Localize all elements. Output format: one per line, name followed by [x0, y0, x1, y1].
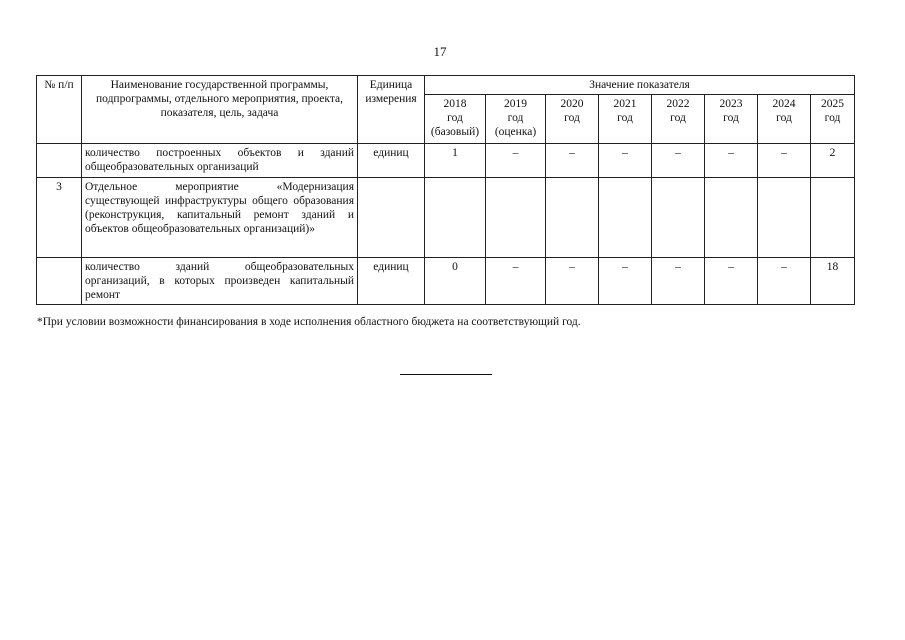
- row-value: [546, 178, 599, 258]
- row-value: 2: [811, 144, 855, 178]
- column-header-year: 2018 год (базовый): [425, 95, 486, 144]
- page-number: 17: [433, 44, 447, 59]
- column-header-year: 2023 год: [705, 95, 758, 144]
- row-value: [599, 178, 652, 258]
- column-header-number: № п/п: [37, 76, 82, 144]
- row-name: количество зданий общеобразовательных организаций, в которых произведен капитальный ремонт: [82, 258, 358, 305]
- column-header-name: Наименование государственной программы, подпрограммы, отдельного мероприятия, проекта, показателя, цель, задача: [82, 76, 358, 144]
- row-value: [811, 178, 855, 258]
- row-value: [652, 178, 705, 258]
- row-name: Отдельное мероприятие «Модернизация существующей инфраструктуры общего образования (реконструкция, капитальный ремонт зданий и объектов общеобразовательных организаций)»: [82, 178, 358, 258]
- row-number: [37, 258, 82, 305]
- row-value: 0: [425, 258, 486, 305]
- row-number: [37, 144, 82, 178]
- row-unit: единиц: [358, 258, 425, 305]
- row-unit: единиц: [358, 144, 425, 178]
- row-value: –: [599, 258, 652, 305]
- column-header-year: 2022 год: [652, 95, 705, 144]
- table-row: [37, 178, 855, 258]
- row-value: –: [758, 144, 811, 178]
- footnote: *При условии возможности финансирования в ходе исполнения областного бюджета на соответствующий год.: [37, 316, 581, 328]
- row-value: 18: [811, 258, 855, 305]
- row-value: –: [652, 144, 705, 178]
- column-header-year: 2020 год: [546, 95, 599, 144]
- column-header-year: 2024 год: [758, 95, 811, 144]
- row-value: [486, 178, 546, 258]
- row-value: –: [486, 144, 546, 178]
- row-number: 3: [37, 178, 82, 258]
- row-value: –: [705, 258, 758, 305]
- column-header-year: 2021 год: [599, 95, 652, 144]
- column-header-year: 2019 год (оценка): [486, 95, 546, 144]
- row-unit: [358, 178, 425, 258]
- row-value: –: [546, 144, 599, 178]
- row-value: –: [599, 144, 652, 178]
- row-value: –: [486, 258, 546, 305]
- row-value: [758, 178, 811, 258]
- indicators-table: [36, 75, 855, 305]
- row-value: [425, 178, 486, 258]
- row-value: –: [652, 258, 705, 305]
- row-value: –: [705, 144, 758, 178]
- row-value: –: [546, 258, 599, 305]
- table-row: [37, 144, 855, 178]
- row-value: [705, 178, 758, 258]
- column-header-year: 2025 год: [811, 95, 855, 144]
- table-row: [37, 258, 855, 305]
- column-header-unit: Единица измерения: [358, 76, 425, 144]
- table-header-row: [37, 76, 855, 95]
- row-name: количество построенных объектов и зданий общеобразовательных организаций: [82, 144, 358, 178]
- row-value: –: [758, 258, 811, 305]
- column-header-value-group: Значение показателя: [425, 76, 855, 95]
- closing-rule: [400, 374, 492, 375]
- row-value: 1: [425, 144, 486, 178]
